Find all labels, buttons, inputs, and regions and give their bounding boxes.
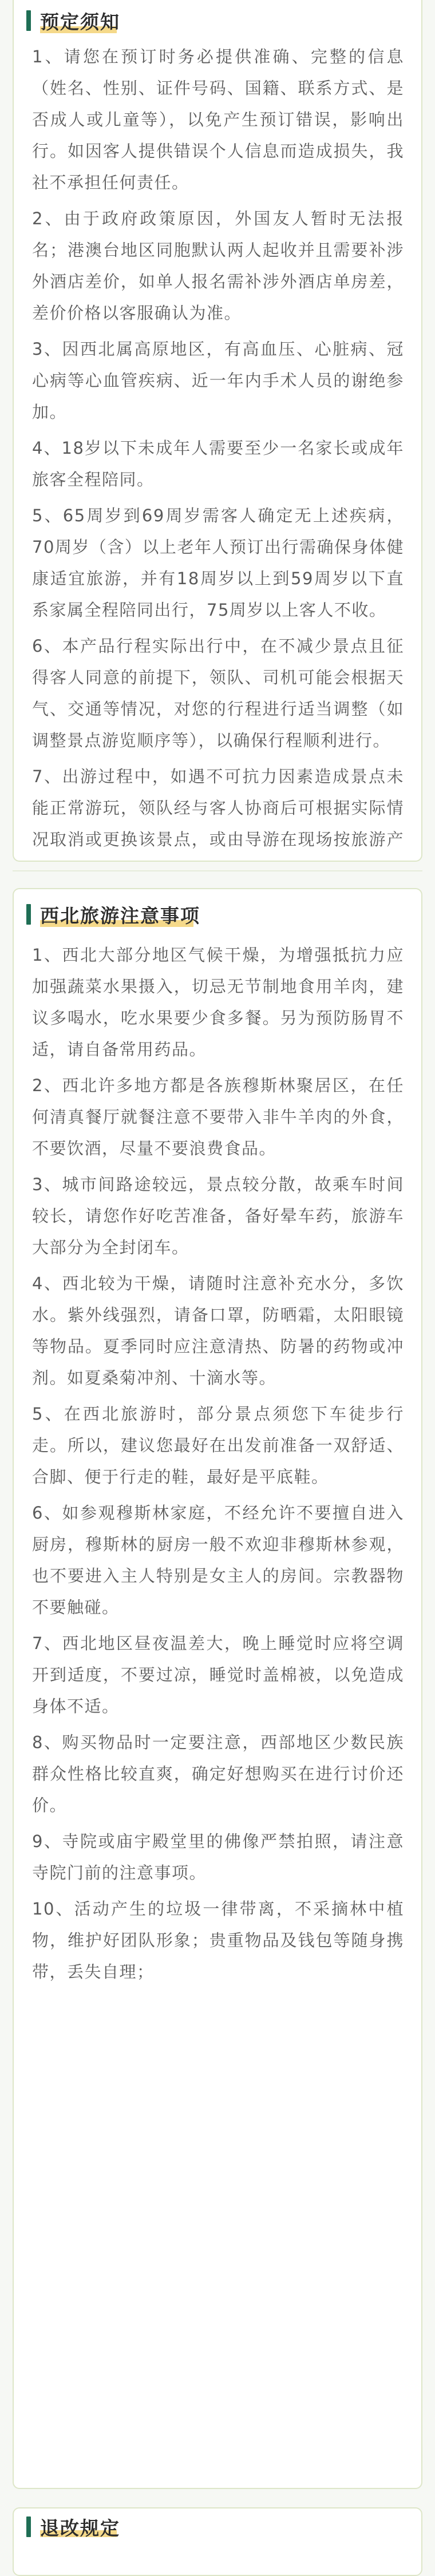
section-header — [14, 2508, 421, 2545]
notice-item: 2、由于政府政策原因，外国友人暂时无法报名；港澳台地区同胞默认两人起收并且需要补涉外酒店差价，如单人报名需补涉外酒店单房差，差价价格以客服确认为准。 — [32, 209, 404, 323]
notice-item: 6、本产品行程实际出行中，在不减少景点且征得客人同意的前提下，领队、司机可能会根据天气、交通等情况，对您的行程进行适当调整（如调整景点游览顺序等），以确保行程顺利进行。 — [32, 636, 404, 750]
section-title: 退改规定 — [40, 2516, 120, 2539]
section-header — [14, 889, 421, 940]
tip-item: 3、城市间路途较远，景点较分散，故乘车时间较长，请您作好吃苦准备，备好晕车药，旅游车大部分为全封闭车。 — [32, 1175, 404, 1257]
refund-policy-card — [13, 2507, 422, 2576]
tip-item: 8、购买物品时一定要注意，西部地区少数民族群众性格比较直爽，确定好想购买在进行讨价还价。 — [32, 1733, 404, 1815]
tip-item: 1、西北大部分地区气候干燥，为增强抵抗力应加强蔬菜水果摄入，切忌无节制地食用羊肉，建议多喝水，吃水果要少食多餐。另为预防肠胃不适，请自备常用药品。 — [32, 945, 404, 1059]
section-accent-bar — [26, 904, 31, 925]
section-title: 西北旅游注意事项 — [40, 904, 200, 927]
section-title: 预定须知 — [40, 10, 120, 33]
booking-notice-card — [13, 0, 422, 862]
section-divider — [13, 870, 422, 871]
tip-item: 6、如参观穆斯林家庭，不经允许不要擅自进入厨房，穆斯林的厨房一般不欢迎非穆斯林参观，也不要进入主人特别是女主人的房间。宗教器物不要触碰。 — [32, 1503, 404, 1617]
section-accent-bar — [26, 10, 31, 31]
notice-item: 5、65周岁到69周岁需客人确定无上述疾病，70周岁（含）以上老年人预订出行需确保身体健康适宜旅游，并有18周岁以上到59周岁以下直系家属全程陪同出行，75周岁以上客人不收。 — [32, 506, 404, 620]
notice-item: 1、请您在预订时务必提供准确、完整的信息（姓名、性别、证件号码、国籍、联系方式、是否成人或儿童等），以免产生预订错误，影响出行。如因客人提供错误个人信息而造成损失，我社不承担任何责任。 — [32, 47, 404, 192]
tip-item: 9、寺院或庙宇殿堂里的佛像严禁拍照，请注意寺院门前的注意事项。 — [32, 1832, 404, 1883]
section-accent-bar — [26, 2516, 31, 2537]
tip-item: 7、西北地区昼夜温差大，晚上睡觉时应将空调开到适度，不要过凉，睡觉时盖棉被，以免造成身体不适。 — [32, 1634, 404, 1716]
tip-item: 5、在西北旅游时，部分景点须您下车徒步行走。所以，建议您最好在出发前准备一双舒适、合脚、便于行走的鞋，最好是平底鞋。 — [32, 1404, 404, 1487]
tip-item: 10、活动产生的垃圾一律带离，不采摘林中植物，维护好团队形象；贵重物品及钱包等随身携带，丢失自理； — [32, 1899, 404, 1981]
notice-item: 7、出游过程中，如遇不可抗力因素造成景点未能正常游玩，领队经与客人协商后可根据实际情况取消或更换该景点，或由导游在现场按旅游产 — [32, 767, 404, 849]
notice-item: 4、18岁以下未成年人需要至少一名家长或成年旅客全程陪同。 — [32, 438, 404, 489]
section-header — [14, 0, 421, 41]
section-body — [14, 940, 421, 1988]
section-body — [14, 41, 421, 862]
tip-item: 2、西北许多地方都是各族穆斯林聚居区，在任何清真餐厅就餐注意不要带入非牛羊肉的外食，不要饮酒，尽量不要浪费食品。 — [32, 1076, 404, 1158]
travel-tips-card — [13, 888, 422, 2489]
notice-item: 3、因西北属高原地区，有高血压、心脏病、冠心病等心血管疾病、近一年内手术人员的谢绝参加。 — [32, 339, 404, 422]
tip-item: 4、西北较为干燥，请随时注意补充水分，多饮水。紫外线强烈，请备口罩，防晒霜，太阳眼镜等物品。夏季同时应注意清热、防暑的药物或冲剂。如夏桑菊冲剂、十滴水等。 — [32, 1274, 404, 1388]
